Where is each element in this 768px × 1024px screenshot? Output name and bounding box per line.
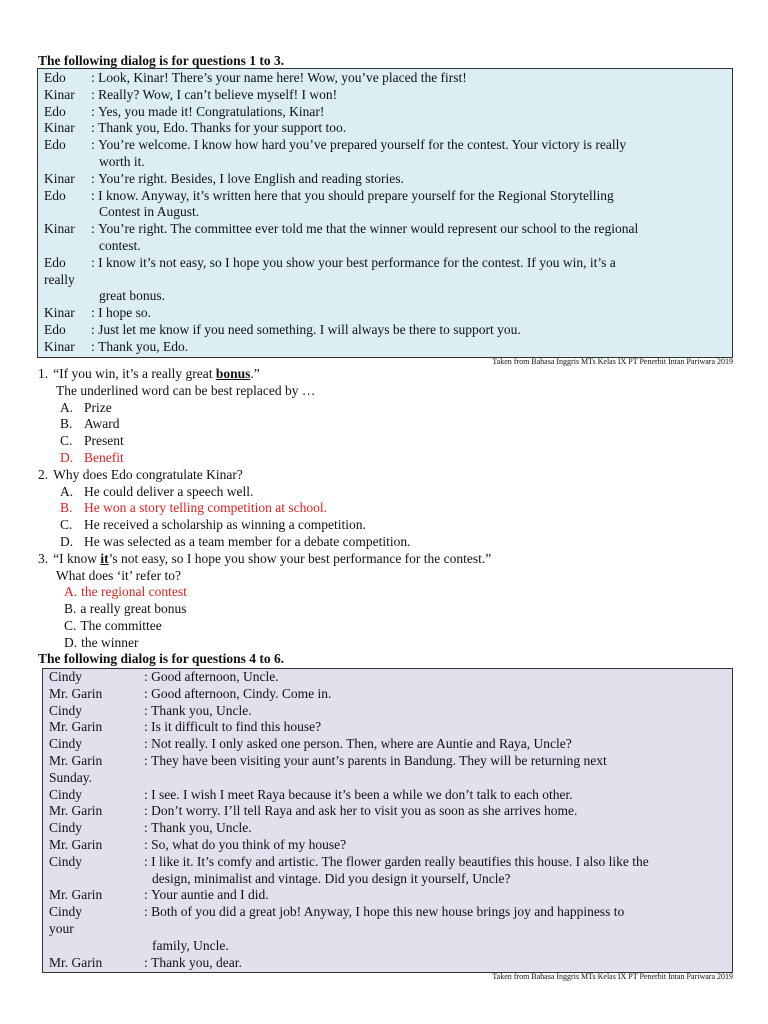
- option-text: Award: [84, 416, 120, 432]
- dialog-1-box: [37, 68, 733, 358]
- speaker-name: Cindy: [49, 853, 83, 869]
- option-text: He could deliver a speech well.: [84, 483, 254, 499]
- question-number: 2.: [38, 466, 49, 482]
- question-number: 3.: [38, 550, 49, 566]
- dialog-2-box: [42, 668, 733, 973]
- question-prompt: [38, 467, 738, 484]
- dialog-text: I hope so.: [98, 305, 152, 321]
- dialog-text: Yes, you made it! Congratulations, Kinar!: [98, 103, 325, 119]
- dialog-line: [49, 686, 726, 703]
- speaker-name: Cindy: [49, 786, 83, 802]
- dialog-line: [49, 669, 726, 686]
- dialog-text-continuation: great bonus.: [99, 288, 165, 304]
- answer-option: [38, 400, 738, 417]
- speaker-colon: :: [91, 120, 99, 136]
- dialog-text-continuation: Contest in August.: [99, 204, 200, 220]
- speaker-colon: :: [144, 702, 152, 718]
- option-text: the regional contest: [81, 584, 187, 600]
- answer-option: [38, 601, 738, 618]
- option-letter: D.: [60, 533, 74, 549]
- dialog-text: Thank you, Edo.: [98, 338, 189, 354]
- speaker-name: Mr. Garin: [49, 685, 103, 701]
- option-text: Benefit: [84, 449, 124, 465]
- option-text: the winner: [81, 634, 139, 650]
- option-letter: D.: [64, 634, 78, 650]
- question-prompt: [38, 366, 738, 383]
- speaker-colon: :: [144, 836, 152, 852]
- dialog-text: I know it’s not easy, so I hope you show your best performance for the contest. If you win, it’s a: [98, 254, 616, 270]
- answer-option: [38, 618, 738, 635]
- dialog-line: [49, 736, 726, 753]
- speaker-colon: :: [144, 669, 152, 684]
- dialog-text: Is it difficult to find this house?: [151, 719, 322, 735]
- dialog-text: So, what do you think of my house?: [151, 836, 347, 852]
- dialog-text-wrap: your: [49, 920, 74, 936]
- option-letter: B.: [60, 500, 73, 516]
- dialog-text-wrap: really: [44, 271, 75, 287]
- dialog-text: They have been visiting your aunt’s parents in Bandung. They will be returning next: [151, 752, 607, 768]
- answer-option: [38, 500, 738, 517]
- question-text-end: ’s not easy, so I hope you show your best performance for the contest.”: [108, 550, 492, 566]
- dialog-line: [49, 719, 726, 736]
- dialog-line: [49, 887, 726, 904]
- dialog-line: [44, 305, 726, 322]
- dialog-text-wrap: Sunday.: [49, 769, 92, 785]
- speaker-colon: :: [144, 853, 152, 869]
- speaker-name: Edo: [44, 254, 66, 270]
- speaker-name: Kinar: [44, 338, 75, 354]
- speaker-colon: :: [144, 752, 152, 768]
- dialog-text: I know. Anyway, it’s written here that you should prepare yourself for the Regional Storytelling: [98, 187, 614, 203]
- answer-option: [38, 484, 738, 501]
- dialog-line: [49, 904, 726, 921]
- dialog-text: Thank you, dear.: [151, 954, 242, 970]
- question-text: “I know: [53, 550, 101, 566]
- speaker-colon: :: [91, 305, 99, 321]
- speaker-colon: :: [144, 954, 152, 970]
- question-prompt: [38, 551, 738, 568]
- question-instruction: What does ‘it’ refer to?: [56, 567, 181, 583]
- dialog-line: [49, 837, 726, 854]
- dialog-text: Good afternoon, Cindy. Come in.: [151, 685, 332, 701]
- dialog-line: [44, 339, 726, 356]
- dialog-text: I like it. It’s comfy and artistic. The flower garden really beautifies this house. I also like the: [151, 853, 649, 869]
- dialog-text-continuation: contest.: [99, 237, 141, 253]
- speaker-name: Kinar: [44, 221, 75, 237]
- dialog-text: Really? Wow, I can’t believe myself! I won!: [98, 86, 338, 102]
- dialog-text-continuation: family, Uncle.: [152, 937, 229, 953]
- speaker-name: Edo: [44, 137, 66, 153]
- speaker-name: Kinar: [44, 305, 75, 321]
- option-text: Present: [84, 433, 124, 449]
- speaker-colon: :: [144, 719, 152, 735]
- speaker-colon: :: [144, 904, 152, 920]
- dialog-line: [49, 820, 726, 837]
- dialog-line: [44, 188, 726, 205]
- speaker-name: Mr. Garin: [49, 954, 103, 970]
- speaker-name: Cindy: [49, 702, 83, 718]
- speaker-colon: :: [91, 338, 99, 354]
- speaker-name: Cindy: [49, 904, 83, 920]
- dialog-line: [44, 87, 726, 104]
- dialog-2-source: Taken from Bahasa Inggris MTs Kelas IX PT Penerbit Intan Pariwara 2019: [492, 972, 733, 981]
- speaker-name: Edo: [44, 103, 66, 119]
- questions-1-to-3: [38, 366, 738, 652]
- speaker-name: Kinar: [44, 120, 75, 136]
- option-text: Prize: [84, 399, 112, 415]
- speaker-colon: :: [144, 887, 152, 903]
- dialog-line: [44, 255, 726, 272]
- dialog-text-continuation: design, minimalist and vintage. Did you design it yourself, Uncle?: [152, 870, 511, 886]
- dialog-1-source: Taken from Bahasa Inggris MTs Kelas IX PT Penerbit Intan Pariwara 2019: [492, 357, 733, 366]
- speaker-colon: :: [144, 820, 152, 836]
- dialog-text: You’re welcome. I know how hard you’ve prepared yourself for the contest. Your victory is really: [98, 137, 627, 153]
- option-letter: A.: [60, 399, 74, 415]
- speaker-name: Edo: [44, 187, 66, 203]
- answer-option: [38, 584, 738, 601]
- option-text: He received a scholarship as winning a competition.: [84, 517, 366, 533]
- dialog-line: [44, 221, 726, 238]
- option-text: He was selected as a team member for a debate competition.: [84, 533, 411, 549]
- option-letter: C.: [60, 433, 73, 449]
- question-number: 1.: [38, 366, 49, 381]
- speaker-name: Mr. Garin: [49, 719, 103, 735]
- answer-option: [38, 433, 738, 450]
- speaker-colon: :: [144, 736, 152, 752]
- dialog-text: Both of you did a great job! Anyway, I hope this new house brings joy and happiness to: [151, 904, 625, 920]
- dialog-text: Thank you, Edo. Thanks for your support too.: [98, 120, 347, 136]
- dialog-line: [44, 137, 726, 154]
- option-letter: C.: [60, 517, 73, 533]
- speaker-name: Mr. Garin: [49, 836, 103, 852]
- speaker-name: Kinar: [44, 86, 75, 102]
- dialog-text: Don’t worry. I’ll tell Raya and ask her to visit you as soon as she arrives home.: [151, 803, 578, 819]
- option-letter: B.: [60, 416, 73, 432]
- speaker-colon: :: [91, 187, 99, 203]
- speaker-colon: :: [91, 321, 99, 337]
- dialog-line: [49, 803, 726, 820]
- option-letter: A.: [64, 584, 78, 600]
- speaker-name: Edo: [44, 70, 66, 85]
- speaker-colon: :: [144, 685, 152, 701]
- option-letter: C.: [64, 617, 77, 633]
- option-text: He won a story telling competition at school.: [84, 500, 327, 516]
- speaker-name: Mr. Garin: [49, 752, 103, 768]
- speaker-colon: :: [91, 254, 99, 270]
- option-text: a really great bonus: [80, 601, 187, 617]
- dialog-line: [49, 787, 726, 804]
- speaker-name: Cindy: [49, 669, 83, 684]
- answer-option: [38, 450, 738, 467]
- dialog-text: Thank you, Uncle.: [151, 820, 252, 836]
- dialog-text: I see. I wish I meet Raya because it’s been a while we don’t talk to each other.: [151, 786, 573, 802]
- question-text-end: .”: [250, 366, 260, 381]
- dialog-line: [44, 120, 726, 137]
- answer-option: [38, 534, 738, 551]
- question-keyword: bonus: [215, 366, 251, 381]
- speaker-name: Edo: [44, 321, 66, 337]
- answer-option: [38, 416, 738, 433]
- dialog-line: [44, 104, 726, 121]
- speaker-colon: :: [91, 137, 99, 153]
- dialog-text: Just let me know if you need something. I will always be there to support you.: [98, 321, 521, 337]
- speaker-name: Cindy: [49, 820, 83, 836]
- option-letter: D.: [60, 449, 74, 465]
- speaker-name: Mr. Garin: [49, 887, 103, 903]
- dialog-line: [49, 703, 726, 720]
- speaker-name: Mr. Garin: [49, 803, 103, 819]
- dialog-text: Thank you, Uncle.: [151, 702, 252, 718]
- dialog-line: [44, 322, 726, 339]
- dialog-text: You’re right. Besides, I love English and reading stories.: [98, 170, 404, 186]
- dialog-text: Not really. I only asked one person. Then, where are Auntie and Raya, Uncle?: [151, 736, 572, 752]
- speaker-colon: :: [91, 170, 99, 186]
- question-text: Why does Edo congratulate Kinar?: [53, 466, 243, 482]
- dialog-line: [49, 955, 726, 972]
- dialog-text: Good afternoon, Uncle.: [151, 669, 279, 684]
- option-letter: B.: [64, 601, 77, 617]
- question-keyword: it: [100, 550, 109, 566]
- speaker-colon: :: [144, 803, 152, 819]
- speaker-colon: :: [91, 70, 99, 85]
- section-1-title: The following dialog is for questions 1 to 3.: [38, 53, 285, 68]
- dialog-text-continuation: worth it.: [99, 153, 145, 169]
- question-instruction: The underlined word can be best replaced by …: [56, 382, 316, 398]
- dialog-line: [44, 171, 726, 188]
- answer-option: [38, 635, 738, 652]
- dialog-line: [49, 854, 726, 871]
- speaker-name: Cindy: [49, 736, 83, 752]
- speaker-colon: :: [91, 221, 99, 237]
- dialog-text: You’re right. The committee ever told me that the winner would represent our school to the regional: [98, 221, 639, 237]
- dialog-text: Your auntie and I did.: [151, 887, 269, 903]
- speaker-colon: :: [91, 86, 99, 102]
- speaker-name: Kinar: [44, 170, 75, 186]
- answer-option: [38, 517, 738, 534]
- dialog-line: [49, 753, 726, 770]
- option-letter: A.: [60, 483, 74, 499]
- speaker-colon: :: [91, 103, 99, 119]
- dialog-line: [44, 70, 726, 87]
- option-text: The committee: [80, 617, 162, 633]
- dialog-text: Look, Kinar! There’s your name here! Wow, you’ve placed the first!: [98, 70, 467, 85]
- question-text: “If you win, it’s a really great: [53, 366, 216, 381]
- speaker-colon: :: [144, 786, 152, 802]
- section-2-title: The following dialog is for questions 4 to 6.: [38, 651, 285, 666]
